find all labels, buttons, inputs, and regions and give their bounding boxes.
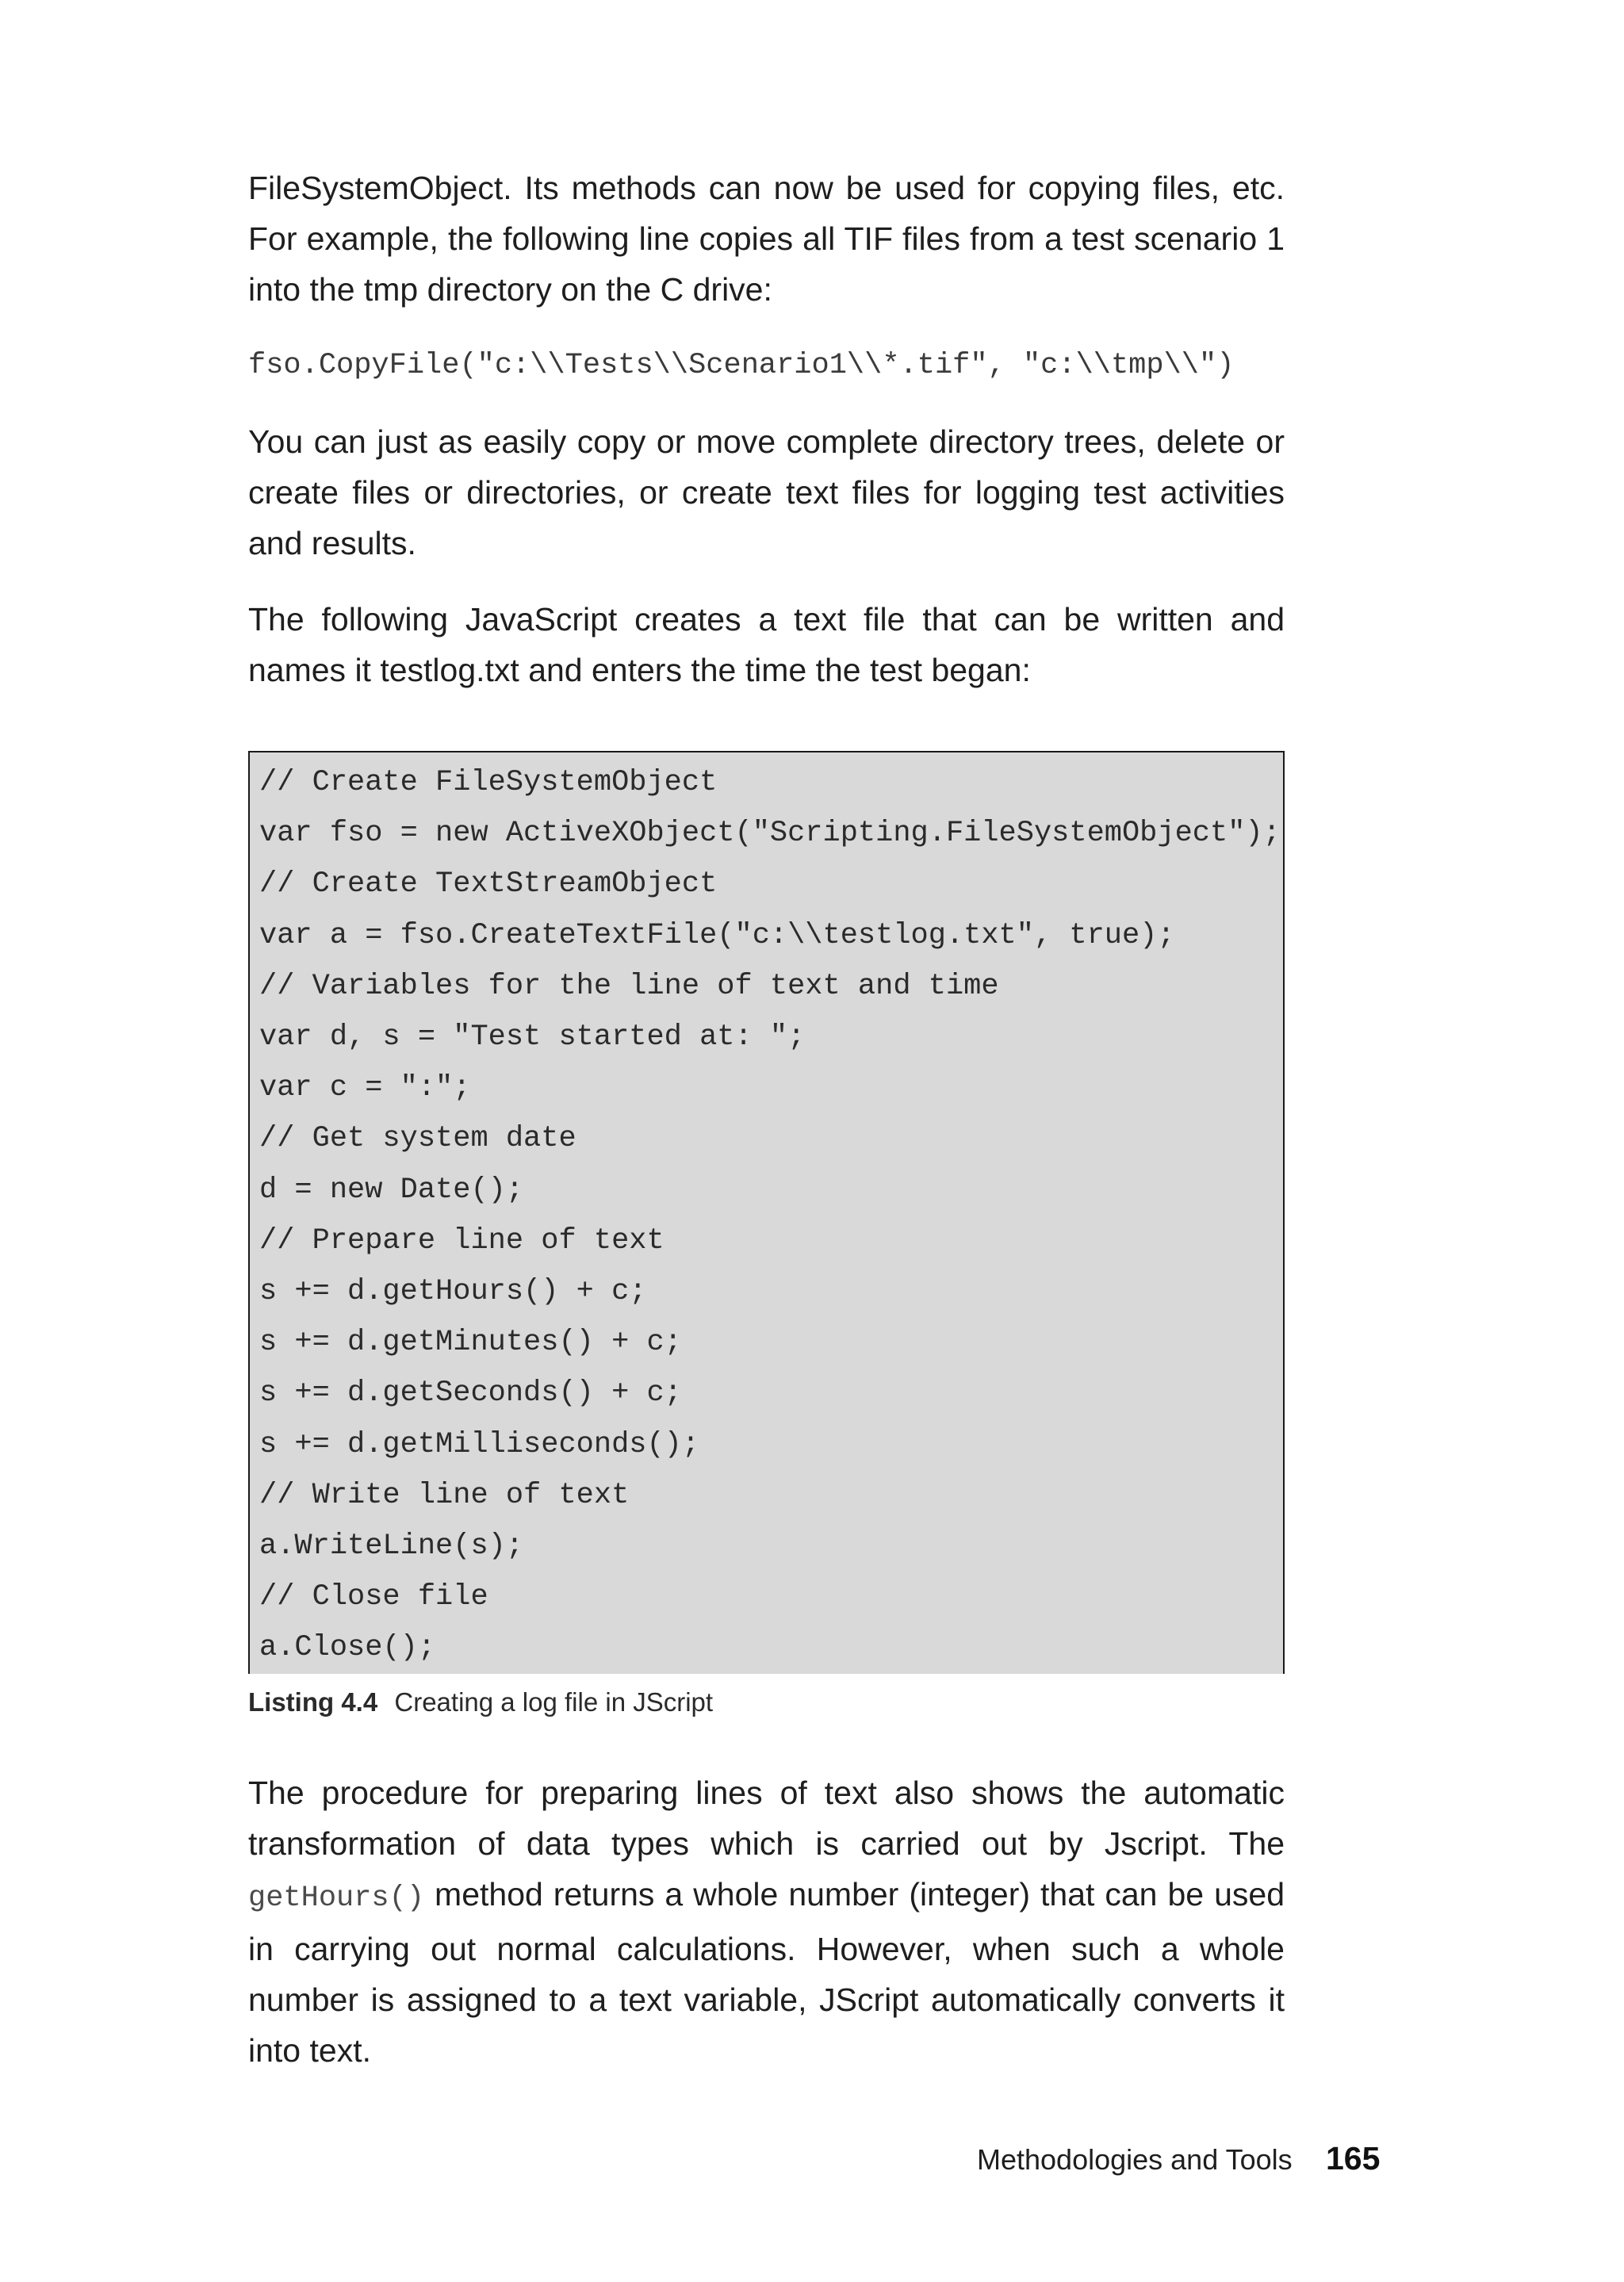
paragraph-type-conversion: [248, 1767, 1285, 2076]
listing-line: var c = ":";: [259, 1071, 471, 1105]
listing-line: // Prepare line of text: [259, 1223, 665, 1258]
paragraph-javascript-intro: The following JavaScript creates a text file that can be written and names it testlog.txt and enters the time the test began:: [248, 601, 1285, 688]
listing-line: s += d.getMinutes() + c;: [259, 1326, 682, 1360]
paragraph-type-conversion-part2: method returns a whole number (integer) that can be used in carrying out normal calculations. However, when such a whole number is assigned to a text variable, JScript automatically converts it into text.: [248, 1875, 1285, 2069]
code-listing: [248, 751, 1285, 1674]
listing-caption-text: Creating a log file in JScript: [394, 1687, 714, 1717]
listing-line: var a = fso.CreateTextFile("c:\\testlog.txt", true);: [259, 918, 1175, 952]
listing-line: // Write line of text: [259, 1478, 630, 1512]
listing-line: s += d.getHours() + c;: [259, 1275, 647, 1309]
listing-line: // Create TextStreamObject: [259, 867, 718, 902]
code-copyfile-example: fso.CopyFile("c:\\Tests\\Scenario1\\*.tif", "c:\\tmp\\"): [248, 349, 1235, 382]
running-footer-title: Methodologies and Tools: [977, 2143, 1293, 2176]
listing-caption: [248, 1685, 1285, 1720]
page-number: 165: [1326, 2140, 1381, 2177]
listing-line: d = new Date();: [259, 1173, 524, 1207]
paragraph-directory-trees: You can just as easily copy or move complete directory trees, delete or create files or directories, or create text files for logging test activities and results.: [248, 423, 1285, 561]
listing-line: // Get system date: [259, 1122, 576, 1156]
listing-line: s += d.getSeconds() + c;: [259, 1376, 682, 1411]
listing-line: // Create FileSystemObject: [259, 766, 718, 799]
listing-line: var d, s = "Test started at: ";: [259, 1020, 806, 1055]
listing-line: a.Close();: [259, 1631, 436, 1665]
listing-line: // Close file: [259, 1580, 488, 1614]
listing-line: a.WriteLine(s);: [259, 1530, 524, 1564]
paragraph-type-conversion-part1: The procedure for preparing lines of text also shows the automatic transformation of data types which is carried out by Jscript. The: [248, 1774, 1285, 1862]
page-body: [248, 163, 1285, 2101]
listing-line: // Variables for the line of text and time: [259, 969, 999, 1003]
listing-caption-label: Listing 4.4: [248, 1687, 378, 1717]
listing-line: s += d.getMilliseconds();: [259, 1427, 700, 1461]
listing-line: var fso = new ActiveXObject("Scripting.FileSystemObject");: [259, 817, 1281, 851]
paragraph-filesystemobject: FileSystemObject. Its methods can now be used for copying files, etc. For example, the following line copies all TIF files from a test scenario 1 into the tmp directory on the C drive:: [248, 170, 1285, 308]
inline-code-gethours: getHours(): [248, 1881, 425, 1915]
